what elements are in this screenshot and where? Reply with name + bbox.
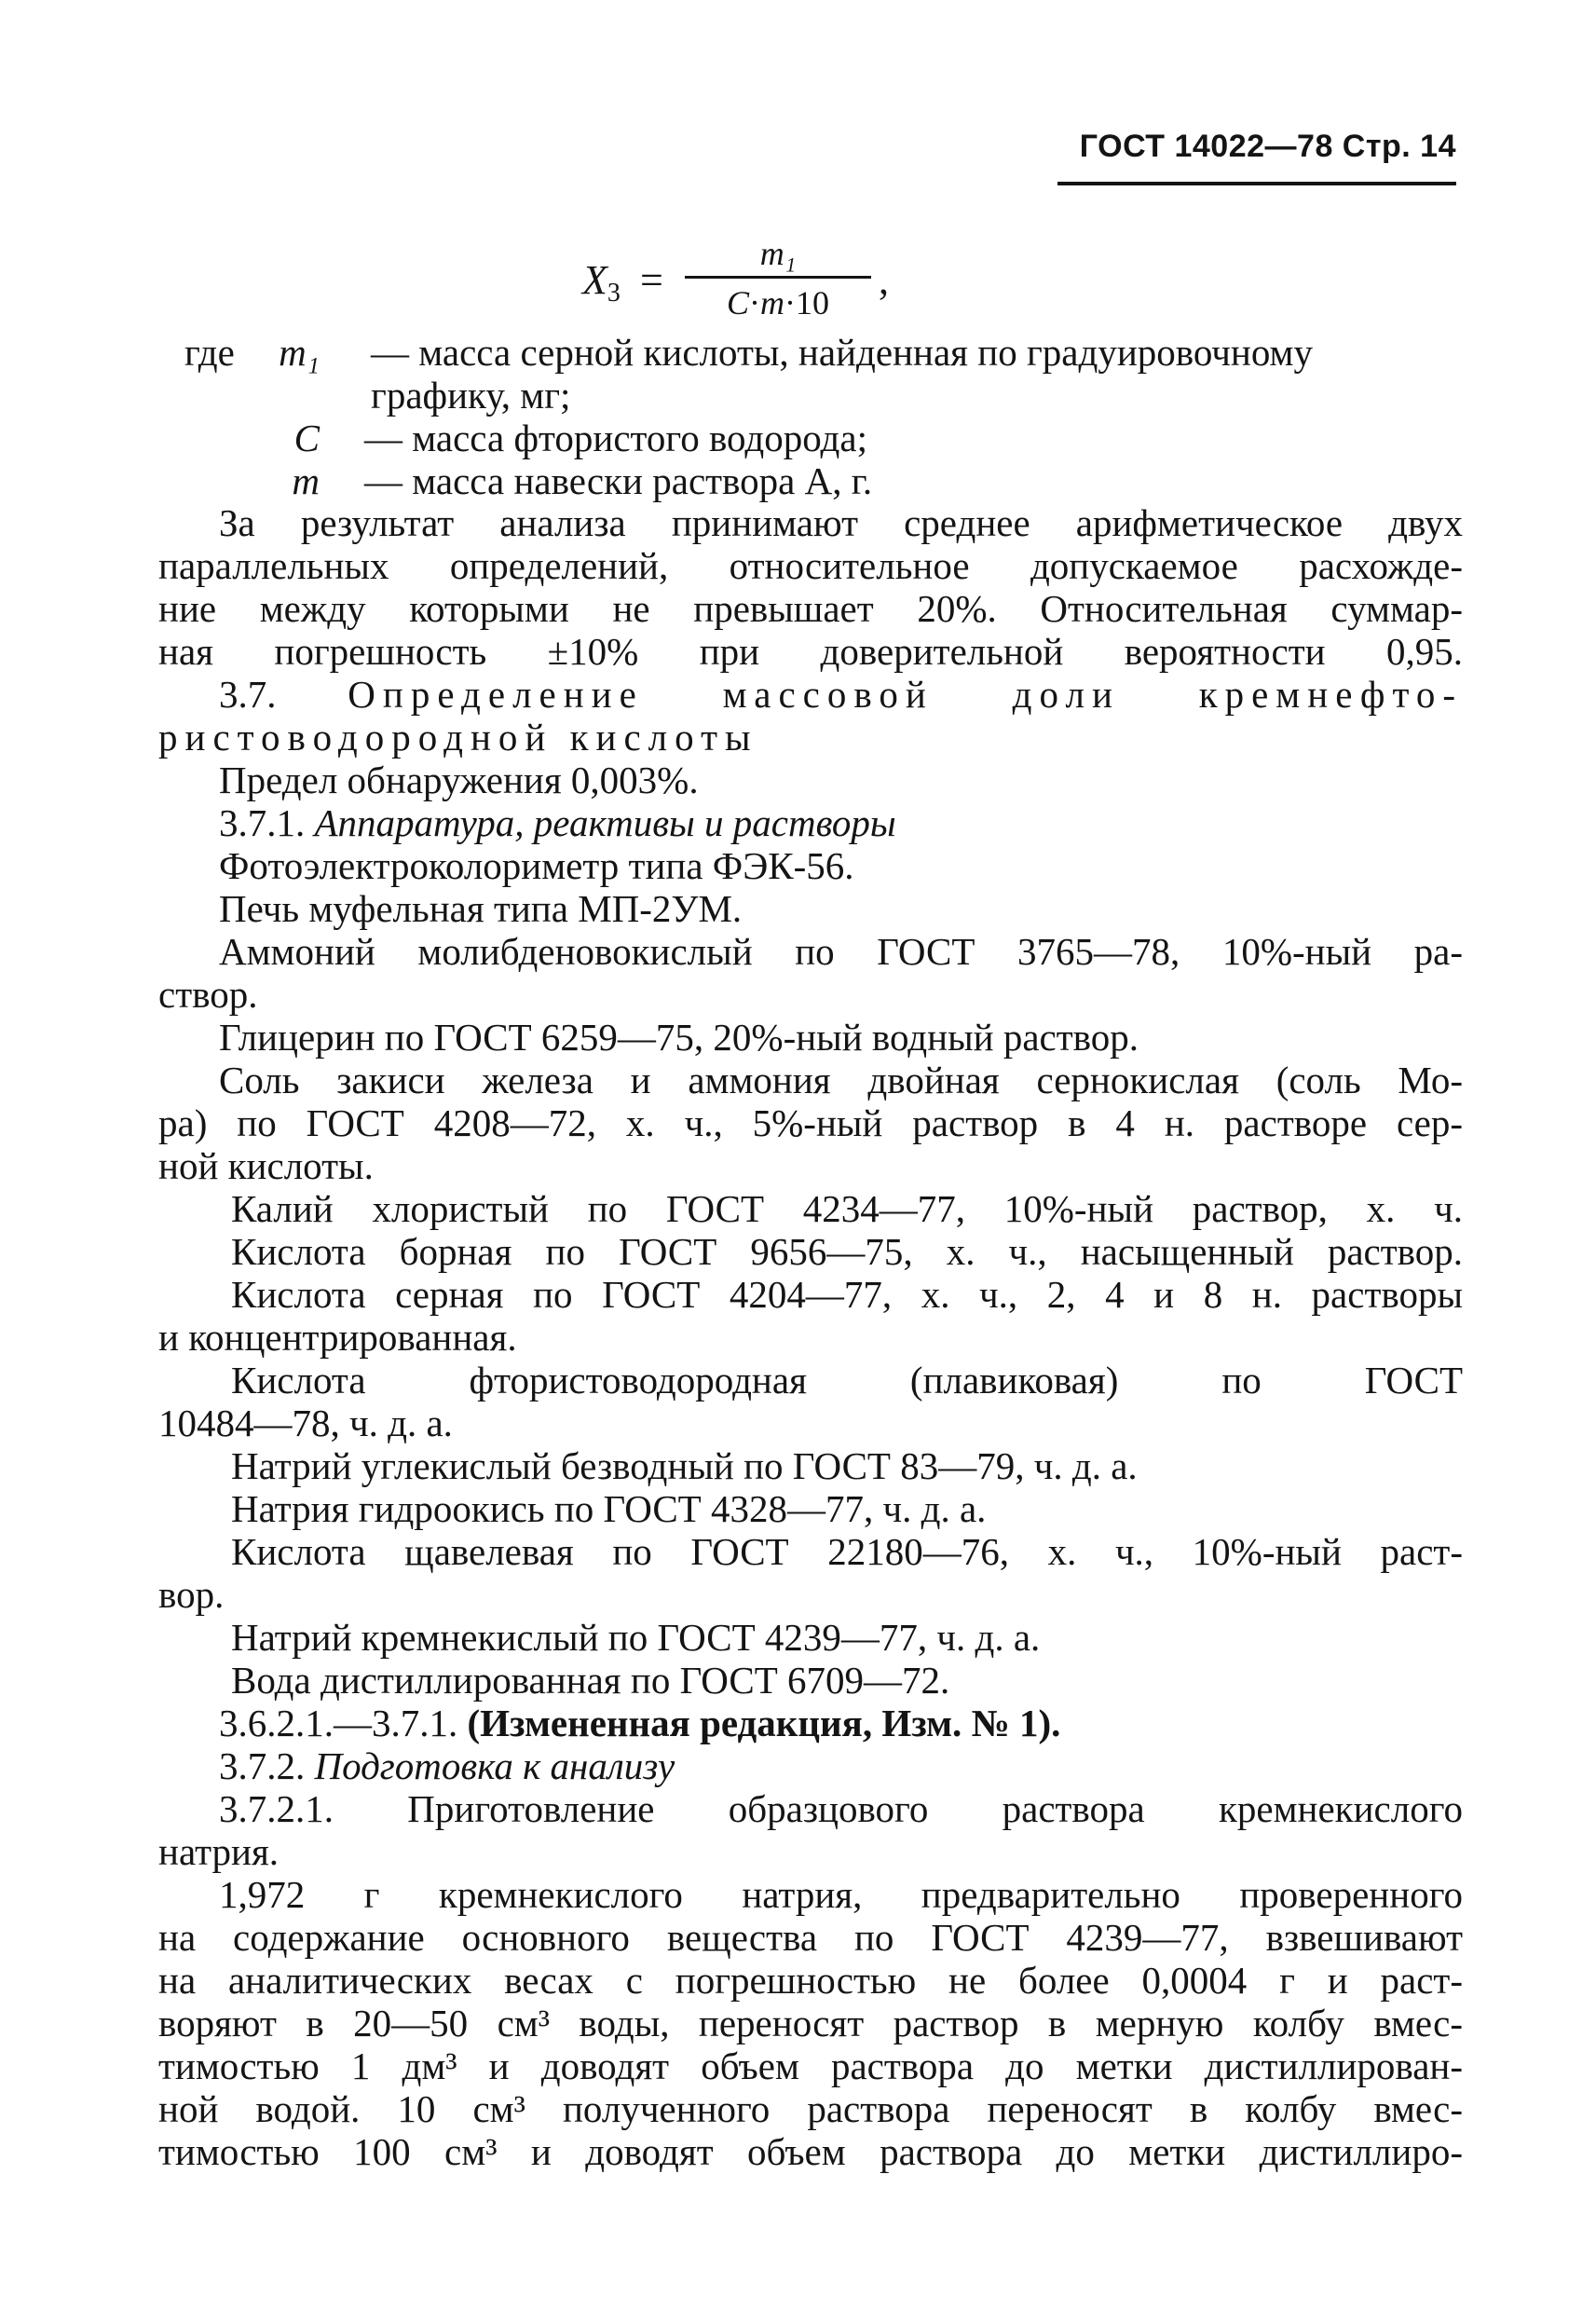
reagent-boric-acid — [158, 1230, 1463, 1273]
paragraph-line: и концентрированная. — [158, 1316, 517, 1359]
paragraph-line: 3.7.2.1. Приготовление образцового раствора кремнекислого — [219, 1787, 1463, 1830]
den-rest: ·10 — [784, 284, 829, 321]
list-item: Фотоэлектроколориметр типа ФЭК-56. — [219, 844, 854, 887]
formula-numerator: m₁ — [759, 235, 797, 272]
paragraph-line: воряют в 20—50 см³ воды, переносят раствор в мерную колбу вмес- — [158, 2002, 1463, 2044]
paragraph-line: Калий хлористый по ГОСТ 4234—77, 10%-ный раствор, х. ч. — [231, 1187, 1463, 1230]
section-title: Подготовка к анализу — [314, 1744, 675, 1787]
formula-comma: , — [879, 257, 889, 303]
definition-m1-cont: графику, мг; — [371, 374, 571, 417]
definition-row — [184, 417, 1461, 459]
paragraph-line: ная погрешность ±10% при доверительной вероятности 0,95. — [158, 630, 1463, 673]
definition-row-continued — [184, 374, 1461, 417]
paragraph-line: тимостью 1 дм³ и доводят объем раствора до метки дистиллирован- — [158, 2044, 1463, 2087]
paragraph-line: ной кислоты. — [158, 1144, 374, 1187]
paragraph-line: на содержание основного вещества по ГОСТ 4239—77, взвешивают — [158, 1916, 1463, 1959]
section-3-7-1-heading — [219, 801, 1523, 844]
revision-note — [219, 1702, 1523, 1744]
paragraph-line: ной водой. 10 см³ полученного раствора переносят в колбу вмес- — [158, 2087, 1463, 2130]
symbol-m1: m₁ — [279, 331, 320, 374]
formula-fraction — [685, 233, 871, 323]
den-c: C — [726, 284, 749, 321]
revision-ref: 3.6.2.1.—3.7.1. — [219, 1702, 458, 1744]
paragraph-line: Аммоний молибденовокислый по ГОСТ 3765—78, 10%-ный ра- — [219, 930, 1463, 973]
paragraph-line: Соль закиси железа и аммония двойная сернокислая (соль Мо- — [219, 1059, 1463, 1101]
section-title-line — [158, 673, 1463, 716]
preparation-paragraph — [158, 1873, 1463, 2173]
section-3-7-2-1 — [158, 1787, 1463, 1873]
section-number: 3.7.1. — [219, 801, 306, 844]
paragraph-line: 1,972 г кремнекислого натрия, предварительно проверенного — [219, 1873, 1463, 1916]
paragraph-line: Кислота серная по ГОСТ 4204—77, х. ч., 2, 4 и 8 н. растворы — [231, 1273, 1463, 1316]
definition-m: — масса навески раствора А, г. — [364, 459, 873, 502]
paragraph-line: ние между которыми не превышает 20%. Относительная суммар- — [158, 587, 1463, 630]
reagent-ammonium — [158, 930, 1463, 1016]
definition-m1: — масса серной кислоты, найденная по градуировочному — [371, 331, 1314, 374]
reagent-oxalic-acid — [158, 1530, 1463, 1616]
paragraph-line: тимостью 100 см³ и доводят объем раствора до метки дистиллиро- — [158, 2130, 1463, 2173]
formula-lhs-var: X — [582, 257, 607, 303]
formula-lhs — [582, 259, 621, 315]
reagent-sodium-silicate: Натрий кремнекислый по ГОСТ 4239—77, ч. д. а. — [231, 1616, 1041, 1659]
paragraph-line: Кислота борная по ГОСТ 9656—75, х. ч., насыщенный раствор. — [231, 1230, 1463, 1273]
section-number: 3.7.2. — [219, 1744, 306, 1787]
reagent-glycerin: Глицерин по ГОСТ 6259—75, 20%-ный водный раствор. — [219, 1016, 1139, 1059]
section-title: Аппаратура, реактивы и растворы — [314, 801, 896, 844]
paragraph-line: створ. — [158, 973, 258, 1016]
fraction-bar — [685, 276, 871, 279]
section-3-7-2-heading — [219, 1744, 1523, 1787]
den-m: m — [760, 284, 784, 321]
result-paragraph — [158, 501, 1463, 673]
paragraph-line: ра) по ГОСТ 4208—72, х. ч., 5%-ный раствор в 4 н. растворе сер- — [158, 1101, 1463, 1144]
section-title: Определение массовой доли кремнефто- — [348, 673, 1463, 716]
paragraph-line: Кислота щавелевая по ГОСТ 22180—76, х. ч., 10%-ный раст- — [231, 1530, 1463, 1573]
where-word: где — [184, 331, 235, 374]
reagent-mohr-salt — [158, 1059, 1463, 1187]
detection-limit: Предел обнаружения 0,003%. — [219, 759, 699, 801]
reagent-sulfuric-acid — [158, 1273, 1463, 1359]
paragraph-line: параллельных определений, относительное допускаемое расхожде- — [158, 544, 1463, 587]
paragraph-line: натрия. — [158, 1830, 280, 1873]
paragraph-line: Кислота фтористоводородная (плавиковая) по ГОСТ — [231, 1359, 1463, 1402]
reagent-kcl — [158, 1187, 1463, 1230]
formula-lhs-sub: 3 — [607, 279, 621, 308]
paragraph-line: на аналитических весах с погрешностью не более 0,0004 г и раст- — [158, 1959, 1463, 2002]
paragraph-line: вор. — [158, 1573, 225, 1616]
page-header: ГОСТ 14022—78 Стр. 14 — [1057, 129, 1456, 185]
reagent-na2co3: Натрий углекислый безводный по ГОСТ 83—79, ч. д. а. — [231, 1444, 1138, 1487]
paragraph-line: 10484—78, ч. д. а. — [158, 1402, 453, 1444]
symbol-m: m — [292, 459, 320, 502]
symbol-c: C — [293, 417, 320, 459]
formula-denominator — [685, 282, 871, 323]
definition-row — [184, 459, 1461, 502]
section-number: 3.7. — [219, 673, 277, 716]
section-title-cont: ристоводородной кислоты — [158, 716, 758, 759]
definition-row — [184, 331, 1461, 374]
den-dot: · — [749, 284, 760, 321]
section-3-7-heading — [158, 673, 1463, 759]
list-item: Печь муфельная типа МП-2УМ. — [219, 887, 743, 930]
paragraph-line: За результат анализа принимают среднее арифметическое двух — [219, 501, 1463, 544]
reagent-hf — [158, 1359, 1463, 1444]
variable-definitions — [184, 331, 1461, 502]
revision-text: (Измененная редакция, Изм. № 1). — [467, 1702, 1061, 1744]
formula-x3 — [582, 233, 974, 335]
reagent-distilled-water: Вода дистиллированная по ГОСТ 6709—72. — [231, 1659, 950, 1702]
definition-c: — масса фтористого водорода; — [364, 417, 867, 459]
formula-equals: = — [640, 257, 663, 303]
reagent-naoh: Натрия гидроокись по ГОСТ 4328—77, ч. д. а. — [231, 1487, 987, 1530]
